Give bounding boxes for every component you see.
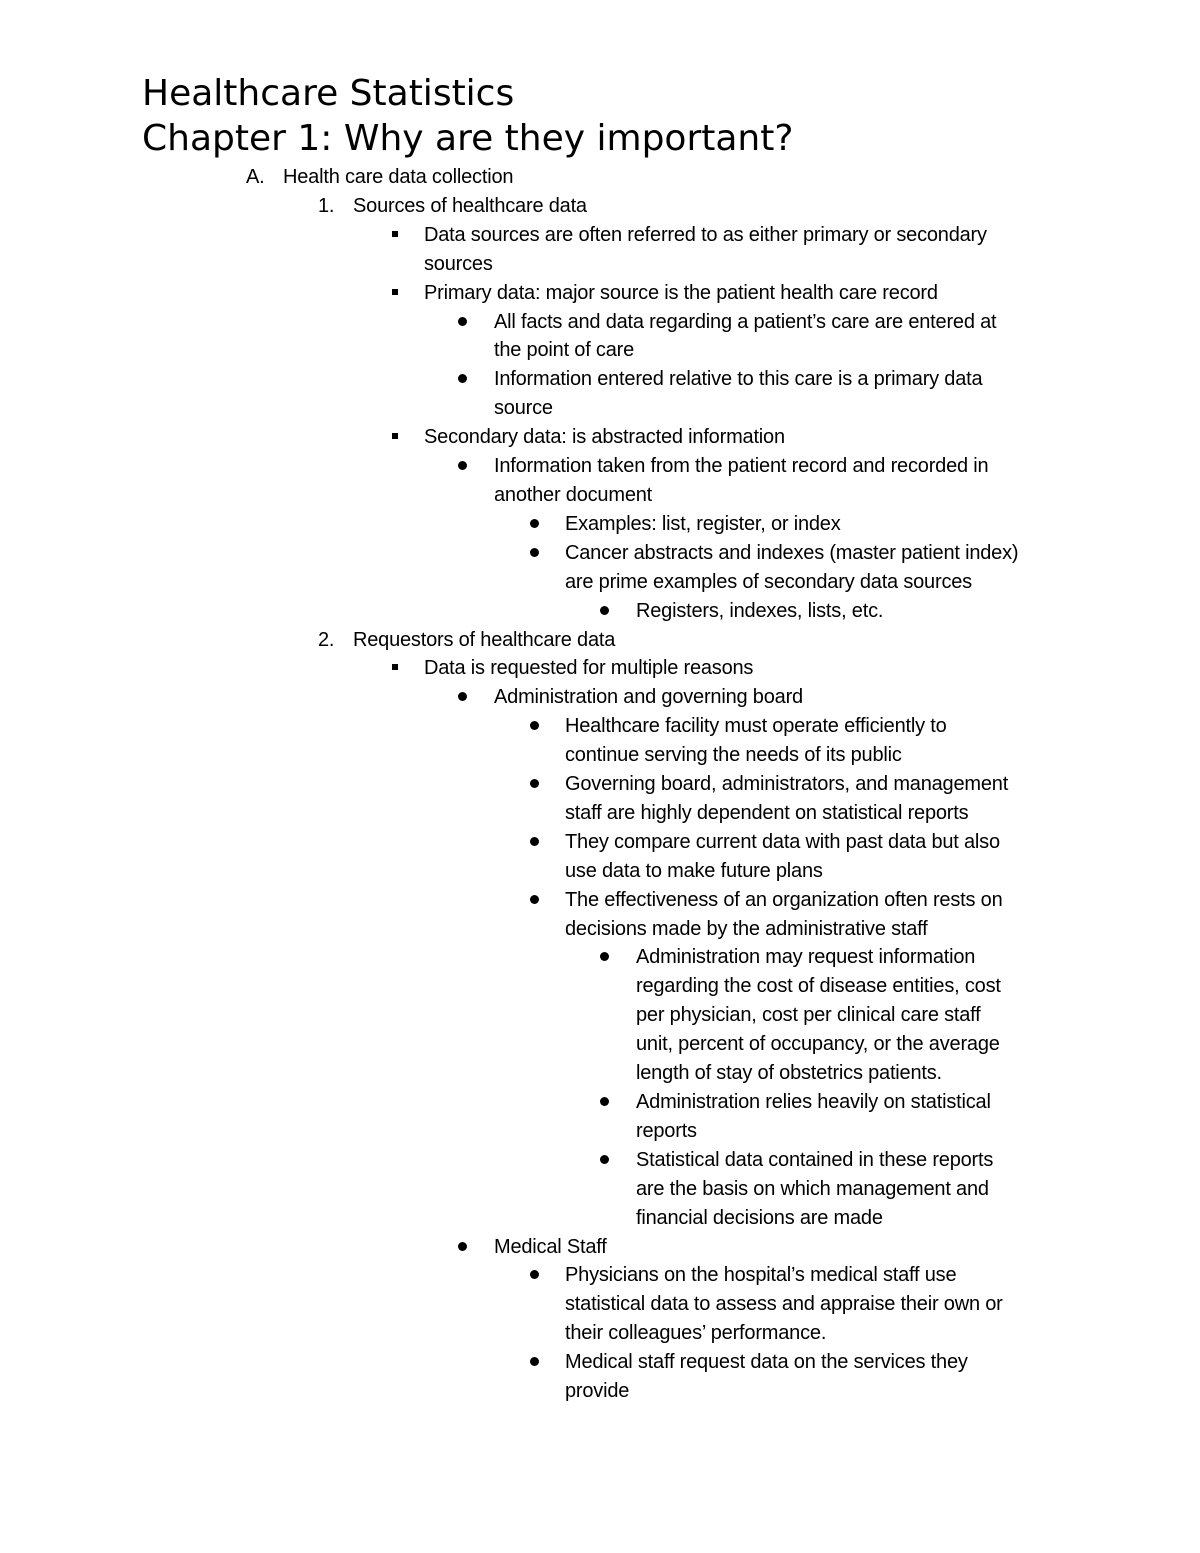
outline-item-line	[0, 1059, 1200, 1088]
outline-item-line	[0, 712, 1200, 741]
outline-item-line	[0, 481, 1200, 510]
round-bullet-icon	[458, 317, 467, 326]
outline-item-line	[0, 336, 1200, 365]
outline-text: their colleagues’ performance.	[565, 1322, 827, 1345]
round-bullet-icon	[458, 1242, 467, 1251]
outline-item-line	[0, 770, 1200, 799]
outline-item-line	[0, 1261, 1200, 1290]
outline-item-line	[0, 741, 1200, 770]
outline-text: Examples: list, register, or index	[565, 512, 841, 535]
round-bullet-icon	[600, 952, 609, 961]
outline-item-line	[0, 394, 1200, 423]
outline-text: The effectiveness of an organization often rests on	[565, 888, 1003, 911]
outline-text: Governing board, administrators, and management	[565, 773, 1009, 796]
outline-item-line	[0, 1117, 1200, 1146]
outline-item-line	[0, 1233, 1200, 1262]
round-bullet-icon	[530, 721, 539, 730]
outline-item-line	[0, 423, 1200, 452]
outline-text: financial decisions are made	[636, 1206, 883, 1229]
outline-text: regarding the cost of disease entities, cost	[636, 975, 1001, 998]
outline-text: Physicians on the hospital’s medical staff use	[565, 1264, 957, 1287]
outline-item-line	[0, 250, 1200, 279]
outline-number: 2.	[318, 628, 335, 651]
outline-item-line	[0, 1088, 1200, 1117]
square-bullet-icon	[392, 289, 398, 295]
outline-item-line	[0, 1377, 1200, 1406]
outline-text: decisions made by the administrative staff	[565, 917, 928, 940]
outline-text: source	[494, 397, 553, 420]
square-bullet-icon	[392, 231, 398, 237]
outline-text: Secondary data: is abstracted information	[424, 426, 785, 449]
outline-text: Data sources are often referred to as either primary or secondary	[424, 223, 987, 246]
outline-item-line	[0, 1319, 1200, 1348]
outline-text: sources	[424, 252, 493, 275]
square-bullet-icon	[392, 433, 398, 439]
outline-text: Medical Staff	[494, 1235, 607, 1258]
outline-item-line	[0, 192, 1200, 221]
outline-item-line	[0, 683, 1200, 712]
outline-text: the point of care	[494, 339, 635, 362]
outline-item-line	[0, 915, 1200, 944]
outline-item-line	[0, 279, 1200, 308]
outline-item-line	[0, 1001, 1200, 1030]
outline-text: Administration relies heavily on statistical	[636, 1091, 991, 1113]
outline-text: are the basis on which management and	[636, 1177, 989, 1200]
outline-text: use data to make future plans	[565, 859, 823, 882]
outline-item-line	[0, 654, 1200, 683]
round-bullet-icon	[458, 461, 467, 470]
chapter-heading: Chapter 1: Why are they important?	[142, 118, 794, 159]
outline-item-line	[0, 539, 1200, 568]
document-title: Healthcare Statistics	[142, 73, 515, 114]
outline-item-line	[0, 1146, 1200, 1175]
outline-item-line	[0, 1204, 1200, 1233]
outline-text: another document	[494, 483, 653, 506]
outline-text: continue serving the needs of its public	[565, 744, 902, 767]
outline-text: They compare current data with past data but also	[565, 830, 1000, 853]
outline-text: staff are highly dependent on statistical reports	[565, 801, 969, 824]
outline-item-line	[0, 972, 1200, 1001]
outline-text: are prime examples of secondary data sources	[565, 570, 972, 593]
outline-text: Information entered relative to this care is a primary data	[494, 368, 983, 391]
outline-text: Statistical data contained in these reports	[636, 1148, 994, 1171]
outline-item-line	[0, 365, 1200, 394]
round-bullet-icon	[600, 1155, 609, 1164]
outline-list	[0, 163, 1200, 1406]
outline-text: Administration may request information	[636, 946, 976, 969]
round-bullet-icon	[458, 374, 467, 383]
outline-text: provide	[565, 1380, 630, 1403]
round-bullet-icon	[458, 692, 467, 701]
round-bullet-icon	[530, 1270, 539, 1279]
outline-item-line	[0, 886, 1200, 915]
outline-text: Medical staff request data on the services they	[565, 1351, 968, 1374]
outline-text: Cancer abstracts and indexes (master patient index)	[565, 541, 1019, 564]
outline-item-line	[0, 1030, 1200, 1059]
outline-number: A.	[246, 166, 265, 188]
outline-item-line	[0, 221, 1200, 250]
outline-text: per physician, cost per clinical care staff	[636, 1004, 981, 1027]
outline-text: unit, percent of occupancy, or the average	[636, 1033, 1000, 1056]
outline-item-line	[0, 568, 1200, 597]
outline-item-line	[0, 308, 1200, 337]
outline-text: Information taken from the patient record and recorded in	[494, 455, 989, 478]
outline-item-line	[0, 799, 1200, 828]
outline-item-line	[0, 452, 1200, 481]
outline-item-line	[0, 857, 1200, 886]
round-bullet-icon	[600, 606, 609, 615]
outline-item-line	[0, 163, 1200, 192]
round-bullet-icon	[530, 895, 539, 904]
round-bullet-icon	[600, 1097, 609, 1106]
outline-item-line	[0, 1348, 1200, 1377]
outline-text: Administration and governing board	[494, 686, 803, 709]
outline-text: Sources of healthcare data	[353, 194, 587, 217]
outline-item-line	[0, 597, 1200, 626]
outline-text: Data is requested for multiple reasons	[424, 657, 754, 680]
outline-item-line	[0, 510, 1200, 539]
outline-number: 1.	[318, 194, 335, 217]
outline-text: Requestors of healthcare data	[353, 628, 616, 651]
outline-text: Health care data collection	[283, 166, 514, 188]
round-bullet-icon	[530, 779, 539, 788]
outline-text: reports	[636, 1119, 697, 1142]
outline-text: Healthcare facility must operate efficiently to	[565, 715, 947, 738]
round-bullet-icon	[530, 1357, 539, 1366]
outline-item-line	[0, 1290, 1200, 1319]
outline-item-line	[0, 626, 1200, 655]
square-bullet-icon	[392, 664, 398, 670]
outline-text: Registers, indexes, lists, etc.	[636, 599, 884, 622]
outline-text: All facts and data regarding a patient’s care are entered at	[494, 310, 997, 333]
round-bullet-icon	[530, 519, 539, 528]
outline-text: length of stay of obstetrics patients.	[636, 1062, 942, 1085]
outline-item-line	[0, 1175, 1200, 1204]
outline-text: statistical data to assess and appraise their own or	[565, 1293, 1003, 1316]
round-bullet-icon	[530, 837, 539, 846]
outline-item-line	[0, 943, 1200, 972]
outline-item-line	[0, 828, 1200, 857]
outline-text: Primary data: major source is the patient health care record	[424, 281, 938, 304]
round-bullet-icon	[530, 548, 539, 557]
